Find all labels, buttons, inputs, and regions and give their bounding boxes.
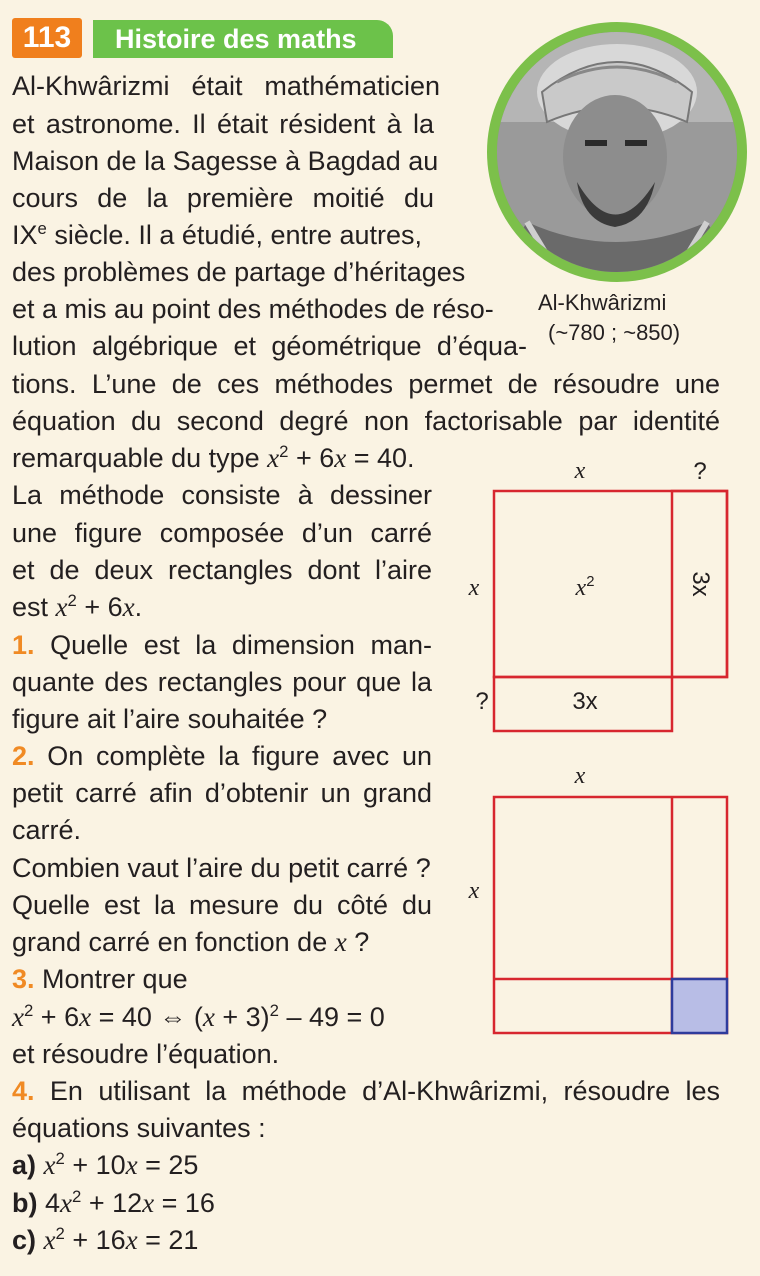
math-text: 4 <box>37 1188 61 1218</box>
superscript: 2 <box>55 1223 65 1243</box>
math-var: x <box>12 1002 24 1032</box>
question-2-line: Quelle est la mesure du côté du <box>12 890 432 920</box>
superscript: 2 <box>55 1148 65 1168</box>
question-1-line: figure ait l’aire souhaitée ? <box>12 704 328 734</box>
math-text: + 6 <box>33 1002 80 1032</box>
question-number: 2. <box>12 741 35 771</box>
math-var: x <box>334 443 347 473</box>
item-label: a) <box>12 1150 37 1180</box>
question-2-line: carré. <box>12 815 82 845</box>
question-3-line: et résoudre l’équation. <box>12 1039 280 1069</box>
method-line: et de deux rectangles dont l’aire <box>12 555 432 585</box>
intro-line: équation du second degré non factorisable par identité <box>12 406 720 436</box>
math-var: x <box>125 1150 138 1180</box>
math-var: x <box>43 1150 56 1180</box>
intro-line: Maison de la Sagesse à Bagdad au <box>12 146 439 176</box>
math-text: + 12 <box>81 1188 143 1218</box>
question-number: 4. <box>12 1076 35 1106</box>
math-var: x <box>79 1002 92 1032</box>
question-text: Montrer que <box>34 964 188 994</box>
math-var: x <box>125 1225 138 1255</box>
intro-line: et astronome. Il était résident à la <box>12 109 434 139</box>
figure1-top-question-label: ? <box>693 458 707 485</box>
figure1-bottom-question-label: ? <box>475 688 489 715</box>
math-var: x <box>202 1002 215 1032</box>
item-label: b) <box>12 1188 38 1218</box>
question-2-line: Combien vaut l’aire du petit carré ? <box>12 853 431 883</box>
math-var: x <box>60 1188 72 1218</box>
math-var: x <box>575 575 587 601</box>
math-var: x <box>122 592 135 622</box>
portrait-caption-name: Al-Khwârizmi <box>538 290 667 315</box>
math-text: = 21 <box>137 1225 199 1255</box>
math-text: – 49 = 0 <box>278 1002 385 1032</box>
method-line: La méthode consiste à dessiner <box>12 480 432 510</box>
figure2-top-x-label: x <box>574 763 586 789</box>
portrait-caption-dates: (~780 ; ~850) <box>548 320 681 345</box>
math-text: = 40 ⇔ ( <box>91 1002 203 1032</box>
figure1-square-area-label <box>560 574 610 602</box>
question-text: En utilisant la méthode d’Al-Khwârizmi, résoudre les <box>34 1076 720 1106</box>
math-text: = 16 <box>154 1188 215 1218</box>
superscript: 2 <box>23 1000 34 1020</box>
question-2-line: petit carré afin d’obtenir un grand <box>12 778 432 808</box>
math-var: x <box>142 1188 155 1218</box>
question-number: 1. <box>12 630 35 660</box>
math-var: x <box>43 1225 56 1255</box>
math-text: = 40. <box>346 443 415 473</box>
question-text: Quelle est la dimension man- <box>34 630 432 660</box>
math-text: . <box>134 592 143 622</box>
figure1-bottom-rect-label: 3x <box>572 688 598 715</box>
method-text: est <box>12 592 56 622</box>
intro-line: cours de la première moitié du <box>12 183 434 213</box>
math-text: + 6 <box>76 592 123 622</box>
question-text: On complète la figure avec un <box>34 741 432 771</box>
math-text: + 3) <box>214 1002 270 1032</box>
figure2-small-square <box>672 979 727 1033</box>
math-var: x <box>55 592 68 622</box>
question-text: ? <box>346 927 370 957</box>
intro-line: tions. L’une de ces méthodes permet de résoudre une <box>12 369 720 399</box>
question-number: 3. <box>12 964 35 994</box>
math-text: + 16 <box>64 1225 126 1255</box>
figure1-left-x-label: x <box>468 575 480 601</box>
math-text: + 10 <box>64 1150 126 1180</box>
figure2-left-x-label: x <box>468 878 480 904</box>
math-var: x <box>334 927 347 957</box>
superscript: 2 <box>279 441 289 461</box>
question-text: grand carré en fonction de <box>12 927 335 957</box>
question-1-line: quante des rectangles pour que la <box>12 667 432 697</box>
superscript: e <box>37 218 47 238</box>
intro-text: remarquable du type <box>12 443 268 473</box>
superscript: 2 <box>586 574 595 591</box>
roman-numeral: IX <box>12 220 38 250</box>
item-label: c) <box>12 1225 37 1255</box>
intro-line: des problèmes de partage d’héritages <box>12 257 466 287</box>
method-line: une figure composée d’un carré <box>12 518 432 548</box>
superscript: 2 <box>269 1000 279 1020</box>
math-text: + 6 <box>288 443 335 473</box>
intro-line: et a mis au point des méthodes de réso- <box>12 294 494 324</box>
math-text: = 25 <box>137 1150 199 1180</box>
figure1-right-rect-label: 3x <box>687 571 714 597</box>
intro-line: lution algébrique et géométrique d’équa- <box>12 331 527 361</box>
superscript: 2 <box>72 1186 82 1206</box>
math-var: x <box>267 443 280 473</box>
figure1-top-x-label: x <box>574 458 586 484</box>
exercise-number-badge: 113 <box>12 18 82 58</box>
section-title: Histoire des maths <box>93 20 393 58</box>
intro-line: Al-Khwârizmi était mathématicien <box>12 71 440 101</box>
superscript: 2 <box>67 590 77 610</box>
question-4-line: équations suivantes : <box>12 1113 266 1143</box>
intro-text: siècle. Il a étudié, entre autres, <box>46 220 423 250</box>
